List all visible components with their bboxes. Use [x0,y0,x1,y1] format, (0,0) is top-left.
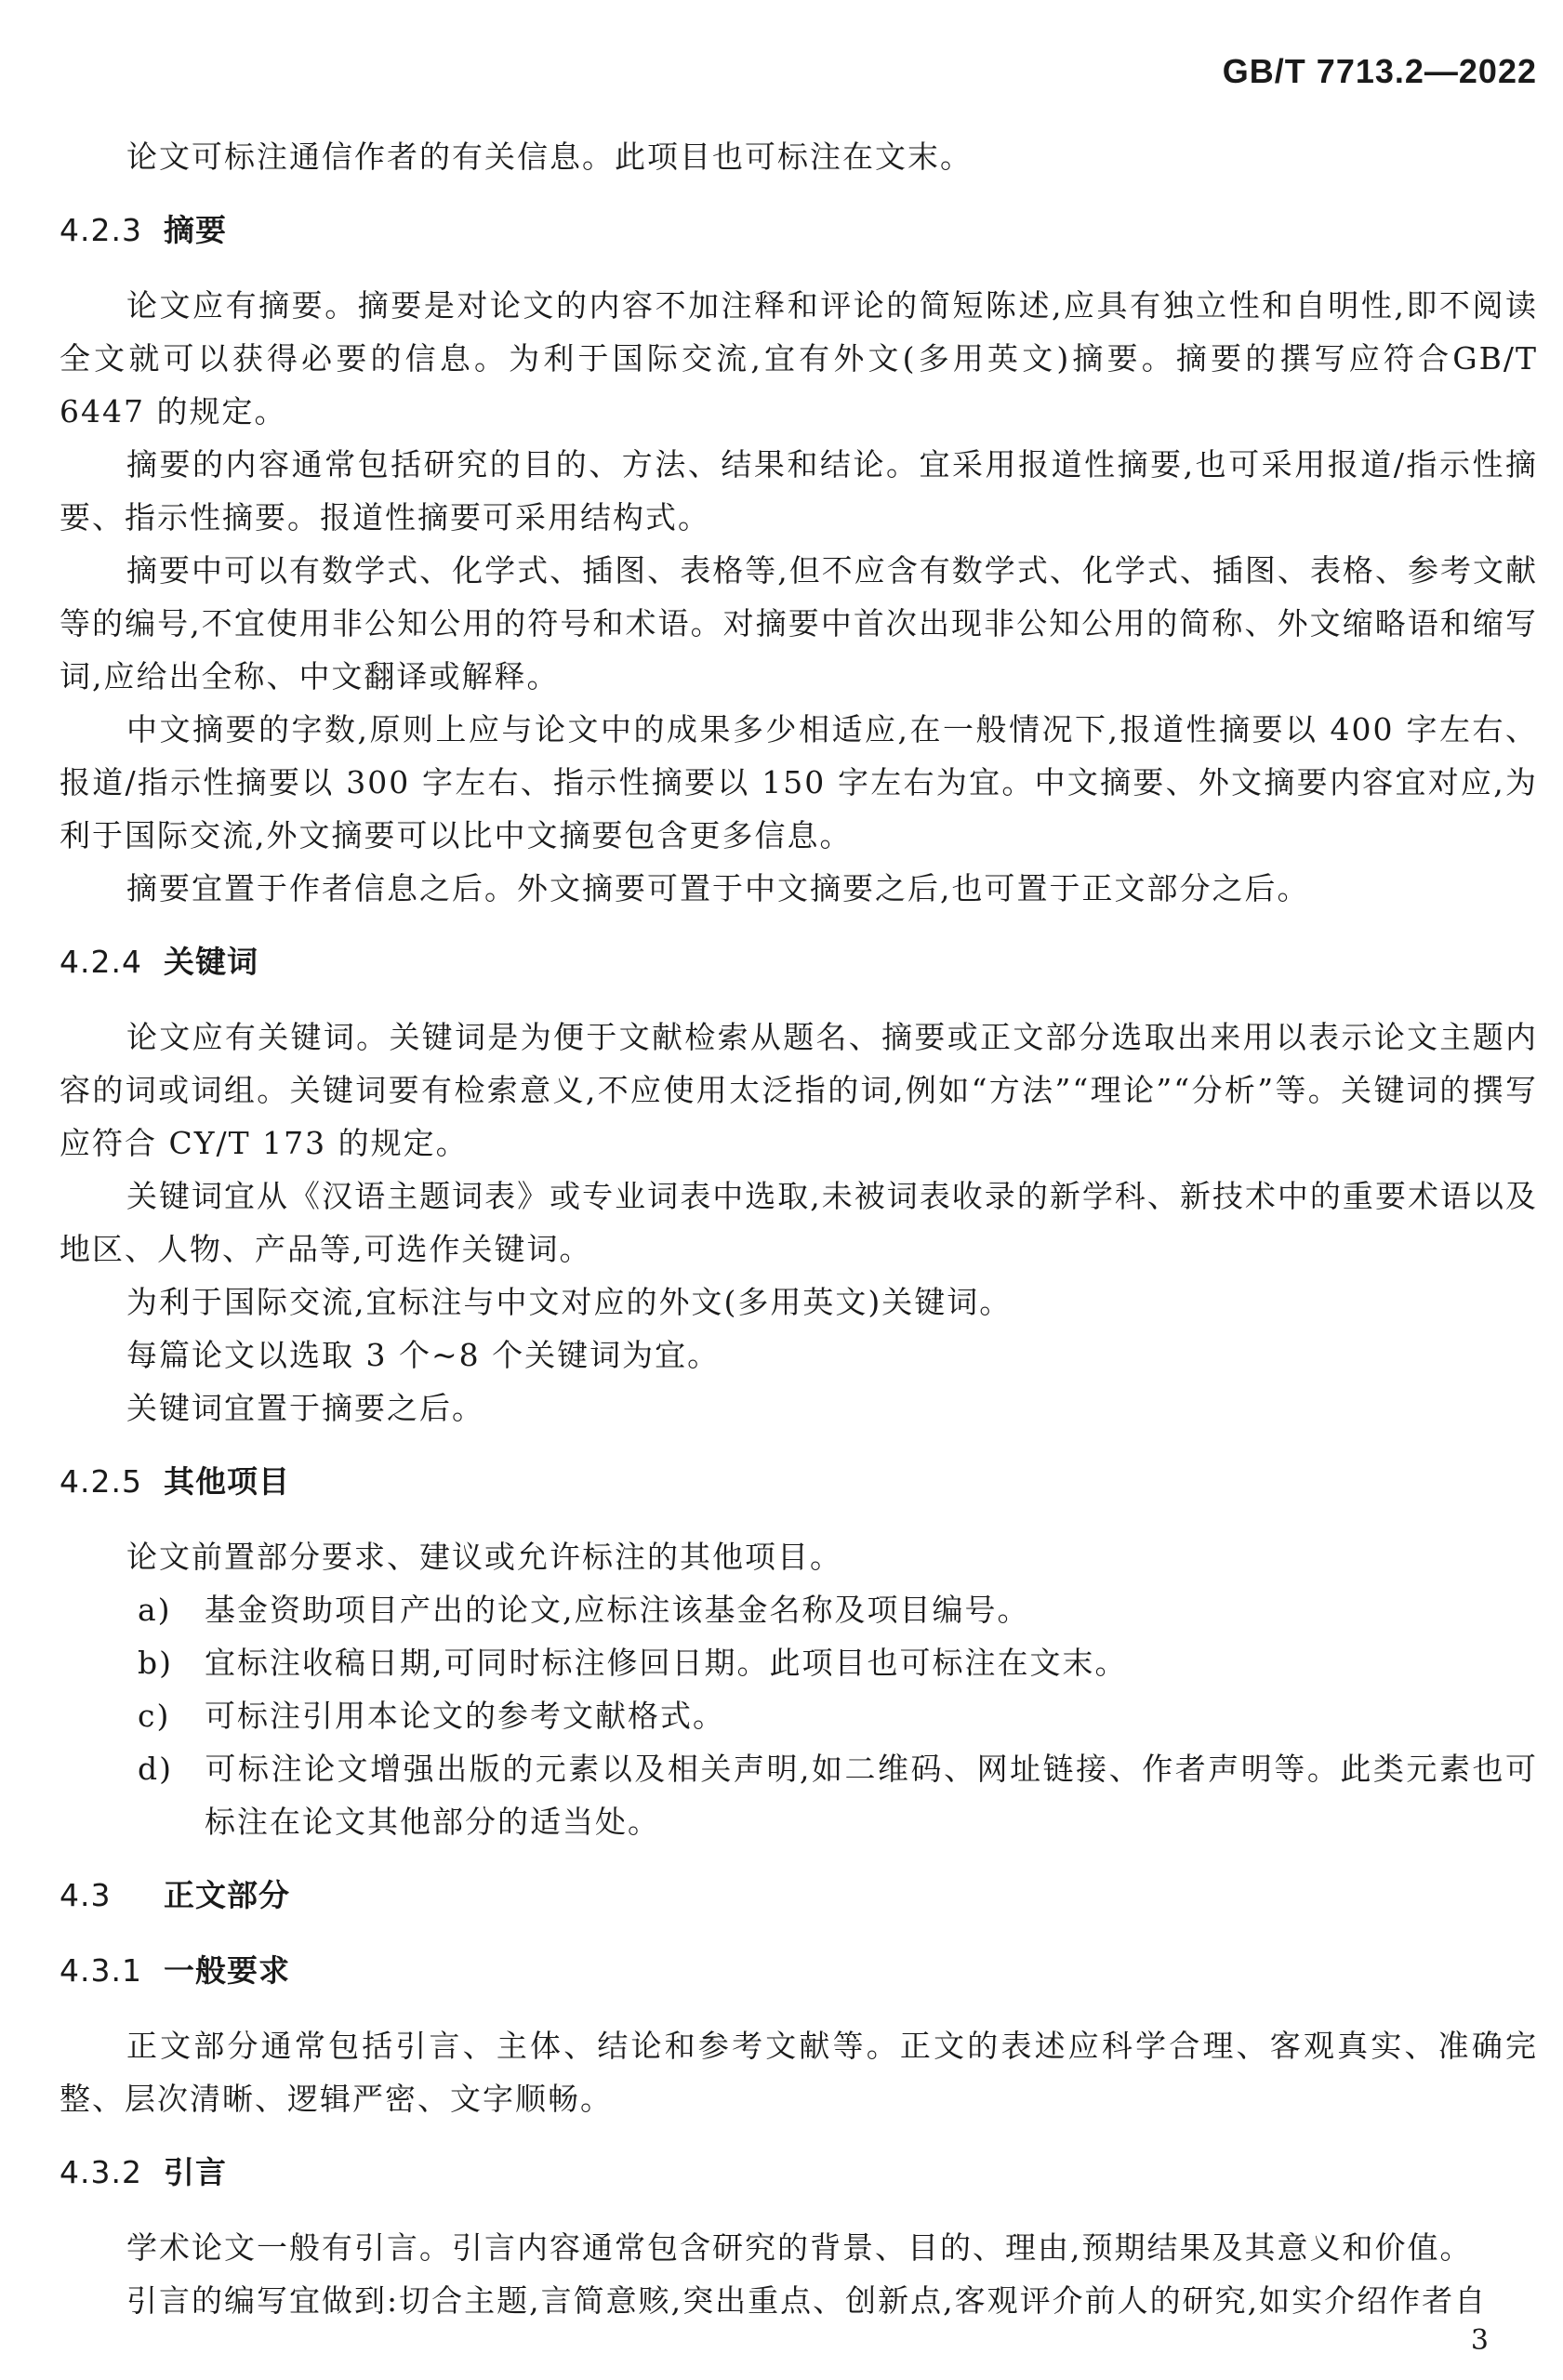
paragraph: 论文可标注通信作者的有关信息。此项目也可标注在文末。 [126,139,973,175]
section-number: 4.2.3 [60,212,142,248]
paragraph: 为利于国际交流,宜标注与中文对应的外文(多用英文)关键词。 [126,1284,1013,1320]
paragraph: 中文摘要的字数,原则上应与论文中的成果多少相适应,在一般情况下,报道性摘要以 400 字左右、报道/指示性摘要以 300 字左右、指示性摘要以 150 字左右为宜。中文摘要、外文摘要内容宜对应,为利于国际交流,外文摘要可以比中文摘要包含更多信息。 [60,711,1538,853]
list-item-text: 宜标注收稿日期,可同时标注修回日期。此项目也可标注在文末。 [205,1645,1128,1681]
section-heading [60,204,1538,257]
paragraph: 摘要中可以有数学式、化学式、插图、表格等,但不应含有数学式、化学式、插图、表格、参考文献等的编号,不宜使用非公知公用的符号和术语。对摘要中首次出现非公知公用的简称、外文缩略语和缩写词,应给出全称、中文翻译或解释。 [60,552,1538,694]
paragraph: 关键词宜从《汉语主题词表》或专业词表中选取,未被词表收录的新学科、新技术中的重要术语以及地区、人物、产品等,可选作关键词。 [60,1178,1538,1267]
paragraph: 摘要的内容通常包括研究的目的、方法、结果和结论。宜采用报道性摘要,也可采用报道/指示性摘要、指示性摘要。报道性摘要可采用结构式。 [60,446,1538,536]
section-number: 4.3 [60,1877,112,1913]
section-number: 4.3.1 [60,1952,142,1989]
section-heading [60,1455,1538,1508]
list-item [60,1689,1538,1742]
section-title: 其他项目 [164,1463,290,1500]
paragraph: 论文前置部分要求、建议或允许标注的其他项目。 [126,1539,842,1575]
paragraph: 关键词宜置于摘要之后。 [126,1390,484,1426]
section-heading [60,1869,1538,1922]
list-item [60,1636,1538,1689]
section-title: 一般要求 [164,1952,290,1989]
section-heading [60,2146,1538,2199]
section-title: 正文部分 [164,1877,290,1913]
paragraph: 每篇论文以选取 3 个~8 个关键词为宜。 [126,1337,721,1373]
section-heading [60,935,1538,988]
list-item [60,1742,1538,1848]
list-marker: c) [138,1698,171,1734]
section-number: 4.3.2 [60,2154,142,2190]
section-heading [60,1944,1538,1997]
paragraph: 引言的编写宜做到:切合主题,言简意赅,突出重点、创新点,客观评介前人的研究,如实介绍作者自 [126,2282,1488,2319]
paragraph: 论文应有关键词。关键词是为便于文献检索从题名、摘要或正文部分选取出来用以表示论文主题内容的词或词组。关键词要有检索意义,不应使用太泛指的词,例如“方法”“理论”“分析”等。关键词的撰写应符合 CY/T 173 的规定。 [60,1019,1538,1161]
page-number: 3 [1470,2324,1489,2357]
list-item-text: 基金资助项目产出的论文,应标注该基金名称及项目编号。 [205,1592,1030,1628]
section-number: 4.2.4 [60,944,142,980]
list-marker: b) [138,1645,173,1681]
list-item-text: 可标注论文增强出版的元素以及相关声明,如二维码、网址链接、作者声明等。此类元素也可标注在论文其他部分的适当处。 [205,1751,1538,1840]
section-title: 关键词 [164,944,258,980]
paragraph: 论文应有摘要。摘要是对论文的内容不加注释和评论的简短陈述,应具有独立性和自明性,即不阅读全文就可以获得必要的信息。为利于国际交流,宜有外文(多用英文)摘要。摘要的撰写应符合GB/T 6447 的规定。 [60,287,1538,430]
paragraph: 学术论文一般有引言。引言内容通常包含研究的背景、目的、理由,预期结果及其意义和价值。 [126,2229,1473,2266]
document-body [60,130,1538,2327]
section-title: 摘要 [164,212,227,248]
list-marker: a) [138,1592,172,1628]
standard-code: GB/T 7713.2—2022 [1222,52,1537,90]
paragraph: 正文部分通常包括引言、主体、结论和参考文献等。正文的表述应科学合理、客观真实、准确完整、层次清晰、逻辑严密、文字顺畅。 [60,2028,1538,2117]
section-title: 引言 [164,2154,227,2190]
list-marker: d) [138,1751,173,1787]
list-item-text: 可标注引用本论文的参考文献格式。 [205,1698,725,1734]
section-number: 4.2.5 [60,1463,142,1500]
paragraph: 摘要宜置于作者信息之后。外文摘要可置于中文摘要之后,也可置于正文部分之后。 [126,870,1310,906]
list-item [60,1583,1538,1636]
